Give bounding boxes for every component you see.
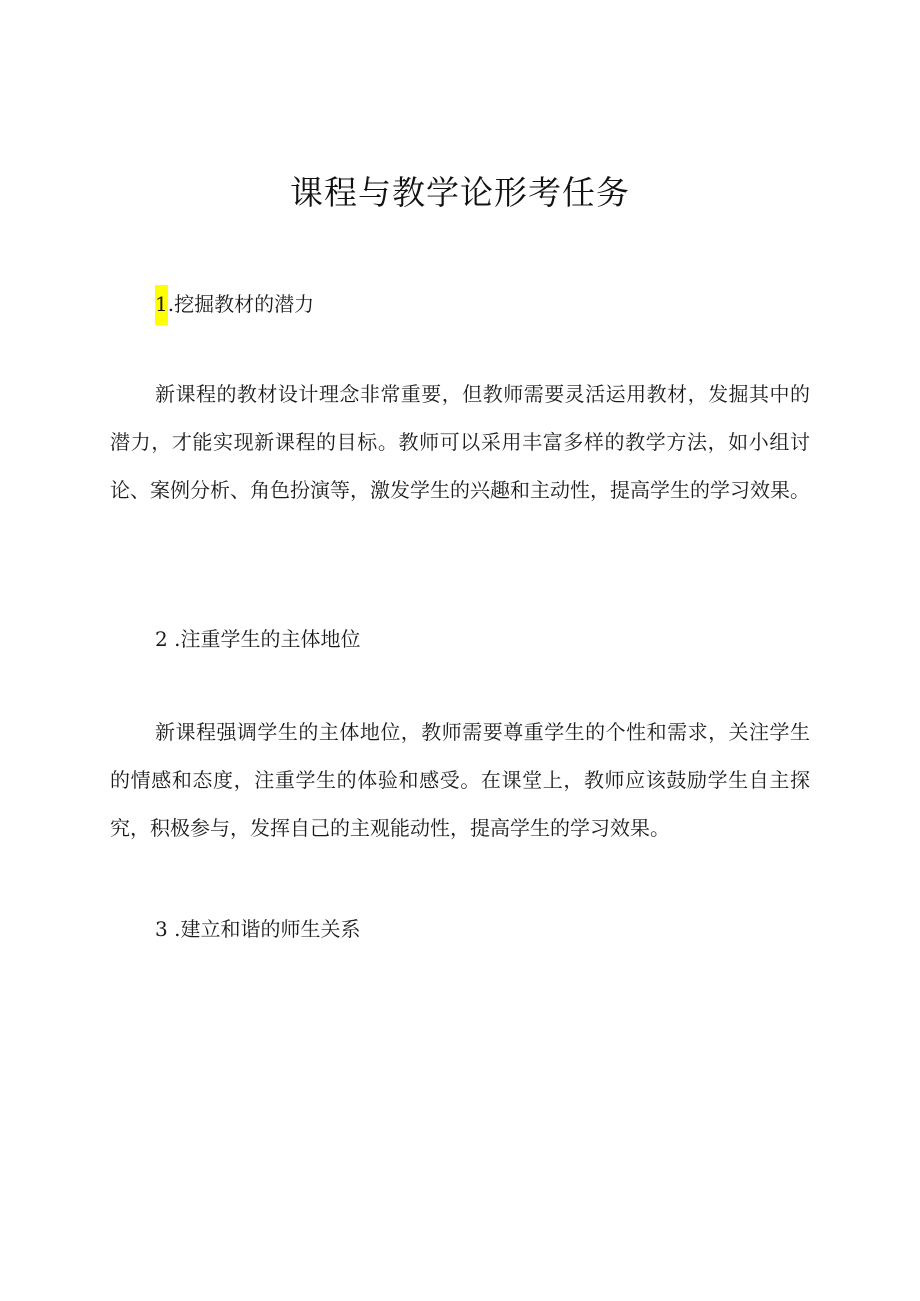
section-number: 2	[155, 627, 168, 651]
section-heading-2	[155, 624, 360, 654]
section-heading-text: .挖掘教材的潜力	[167, 292, 315, 316]
section-number-highlighted: 1	[155, 285, 168, 325]
section-heading-3	[155, 914, 360, 944]
section-heading-text: .建立和谐的师生关系	[167, 917, 361, 941]
section-paragraph-1: 新课程的教材设计理念非常重要，但教师需要灵活运用教材，发掘其中的潜力，才能实现新课程的目标。教师可以采用丰富多样的教学方法，如小组讨论、案例分析、角色扮演等，激发学生的兴趣和主动性，提高学生的学习效果。	[110, 382, 810, 502]
section-heading-1	[155, 285, 314, 325]
section-paragraph-2: 新课程强调学生的主体地位，教师需要尊重学生的个性和需求，关注学生的情感和态度，注重学生的体验和感受。在课堂上，教师应该鼓励学生自主探究，积极参与，发挥自己的主观能动性，提高学生的学习效果。	[110, 720, 810, 840]
section-number: 3	[155, 917, 168, 941]
page-title: 课程与教学论形考任务	[290, 173, 630, 212]
section-heading-text: .注重学生的主体地位	[167, 627, 361, 651]
